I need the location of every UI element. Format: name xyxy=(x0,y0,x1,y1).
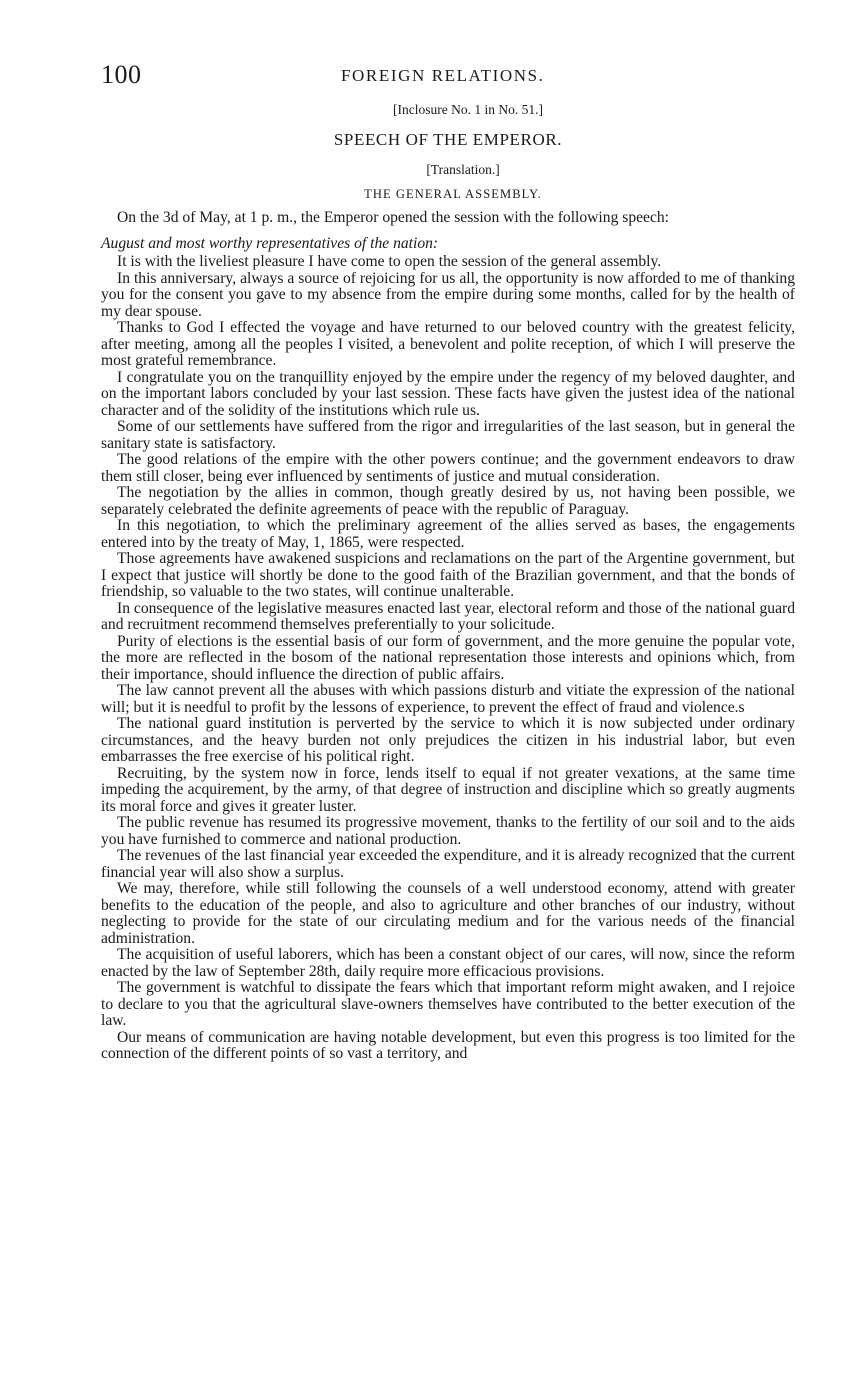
opening-paragraph: On the 3d of May, at 1 p. m., the Emperor opened the session with the following speech: xyxy=(117,209,670,226)
paragraph: The revenues of the last financial year exceeded the expenditure, and it is already recognized that the current financial year will also show a surplus. xyxy=(101,847,796,881)
paragraph: The law cannot prevent all the abuses with which passions disturb and vitiate the expression of the national will; but it is needful to profit by the lessons of experience, to prevent the effect of fraud and violence.s xyxy=(101,682,795,716)
section-heading: THE GENERAL ASSEMBLY. xyxy=(364,187,542,201)
paragraph: The acquisition of useful laborers, which has been a constant object of our cares, will now, since the reform enacted by the law of September 28th, daily require more efficacious provisions. xyxy=(101,946,795,980)
paragraph: The national guard institution is perverted by the service to which it is now subjected under ordinary circumstances, and the heavy burden not only prejudices the citizen in his industrial labor, but even embarrasses the free exercise of his political right. xyxy=(101,715,795,765)
inclosure-note: [Inclosure No. 1 in No. 51.] xyxy=(393,102,543,117)
paragraph: Some of our settlements have suffered from the rigor and irregularities of the last season, but in general the sanitary state is satisfactory. xyxy=(101,418,795,452)
paragraph: The good relations of the empire with the other powers continue; and the government endeavors to draw them still closer, being ever influenced by sentiments of justice and mutual consideration. xyxy=(101,451,795,485)
paragraph: I congratulate you on the tranquillity enjoyed by the empire under the regency of my beloved daughter, and on the important labors concluded by your last session. These facts have given the justest idea of the national character and of the solidity of the institutions which rule us. xyxy=(101,368,795,419)
paragraph: We may, therefore, while still following the counsels of a well understood economy, attend with greater benefits to the education of the people, and also to agriculture and other branches of our industry, without neglecting to provide for the state of our circulating medium and for the various needs of the financial administration. xyxy=(101,880,795,947)
paragraph: It is with the liveliest pleasure I have come to open the session of the general assembly. xyxy=(117,253,662,270)
paragraph: The public revenue has resumed its progressive movement, thanks to the fertility of our soil and to the aids you have furnished to commerce and national production. xyxy=(101,814,795,848)
paragraph: Those agreements have awakened suspicions and reclamations on the part of the Argentine government, but I expect that justice will shortly be done to the good faith of the Brazilian government, and that the bonds of friendship, so valuable to the two states, will continue unalterable. xyxy=(101,550,795,600)
speech-body xyxy=(101,210,795,1063)
translation-note: [Translation.] xyxy=(426,162,500,177)
paragraph: In this negotiation, to which the preliminary agreement of the allies served as bases, the engagements entered into by the treaty of May, 1, 1865, were respected. xyxy=(101,517,795,551)
paragraph: The negotiation by the allies in common, though greatly desired by us, not having been possible, we separately celebrated the definite agreements of peace with the republic of Paraguay. xyxy=(101,484,795,518)
paragraph: Recruiting, by the system now in force, lends itself to equal if not greater vexations, at the same time impeding the acquirement, by the army, of that degree of instruction and discipline which so greatly augments its moral force and gives it greater luster. xyxy=(101,764,795,815)
paragraph: In consequence of the legislative measures enacted last year, electoral reform and those of the national guard and recruitment recommend themselves preferentially to your solicitude. xyxy=(101,599,795,633)
paragraph: In this anniversary, always a source of rejoicing for us all, the opportunity is now afforded to me of thanking you for the consent you gave to my absence from the empire during some months, called for by the health of my dear spouse. xyxy=(101,269,795,320)
paragraph: The government is watchful to dissipate the fears which that important reform might awaken, and I rejoice to declare to you that the agricultural slave-owners themselves have contributed to the better execution of the law. xyxy=(101,979,795,1029)
running-head xyxy=(101,60,795,94)
paragraph: Our means of communication are having notable development, but even this progress is too limited for the connection of the different points of so vast a territory, and xyxy=(101,1028,795,1062)
document-page xyxy=(101,60,795,1063)
paragraph: Thanks to God I effected the voyage and have returned to our beloved country with the greatest felicity, after meeting, among all the peoples I visited, a benevolent and polite reception, of which I will preserve the most grateful remembrance. xyxy=(101,319,795,369)
salutation: August and most worthy representatives of the nation: xyxy=(101,234,439,252)
paragraph: Purity of elections is the essential basis of our form of government, and the more genuine the popular vote, the more are reflected in the bosom of the national representation those interests and opinions which, from their importance, should influence the direction of public affairs. xyxy=(101,632,795,683)
running-title: FOREIGN RELATIONS. xyxy=(341,66,545,85)
speech-title: SPEECH OF THE EMPEROR. xyxy=(333,130,563,149)
page-number: 100 xyxy=(101,60,142,89)
